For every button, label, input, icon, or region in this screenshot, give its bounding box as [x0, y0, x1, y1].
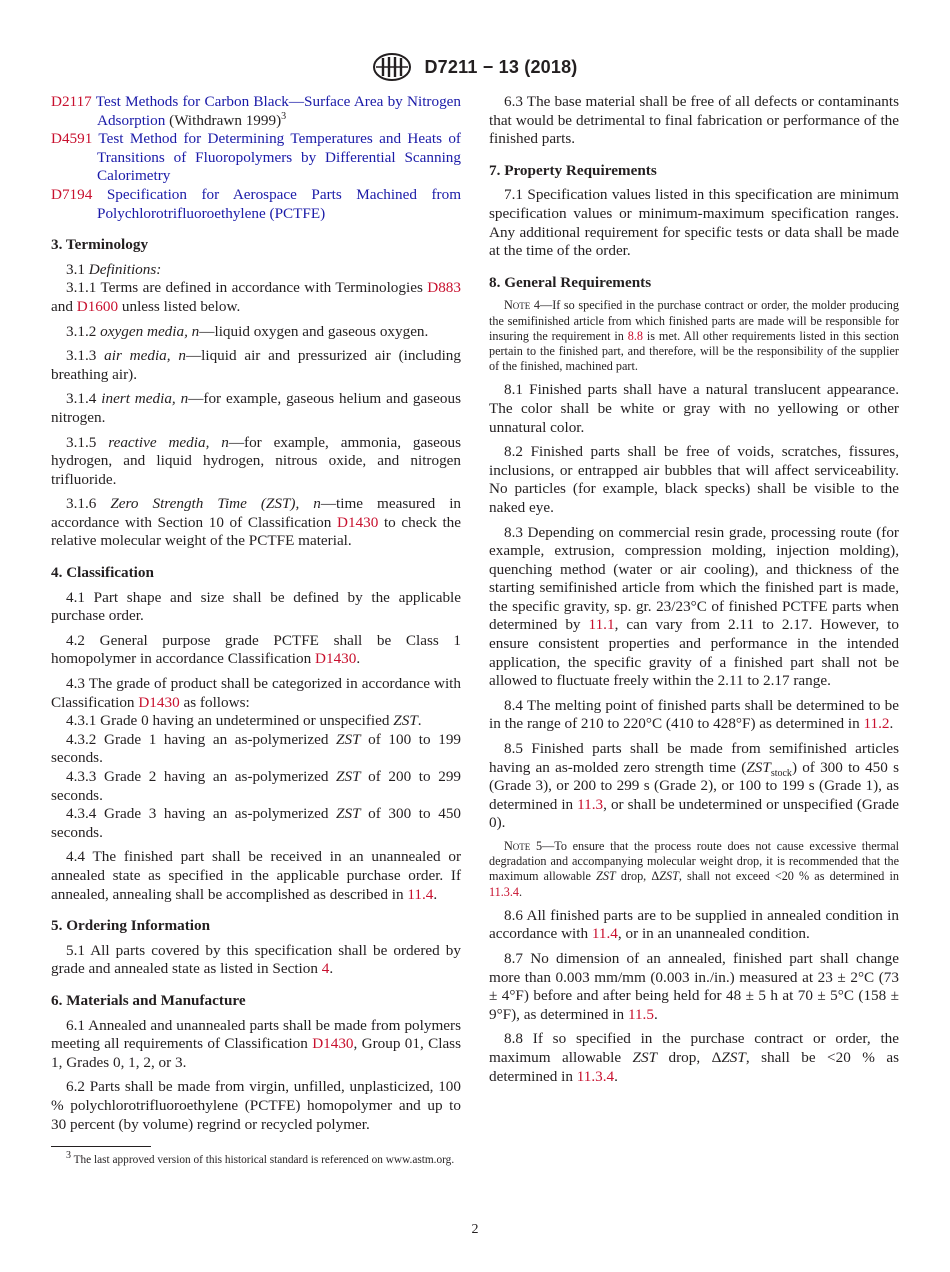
astm-logo-icon [372, 52, 412, 82]
section-heading-classification: 4. Classification [51, 564, 154, 582]
link-11-3-4[interactable]: 11.3.4 [489, 884, 520, 899]
note-4: Note 4—If so specified in the purchase contract or order, the molder producing the semifinished article from which finished parts are made will be responsible for insuring the requirement in 8.8 is met. All other requirements listed in this section pertain to the finished part, and therefore, will be the responsibility of the supplier of the finished, machined part. [489, 298, 899, 374]
link-11-4[interactable]: 11.4 [407, 885, 434, 903]
paragraph-4-2: 4.2 General purpose grade PCTFE shall be Class 1 homopolymer in accordance Classification D1430. [51, 631, 461, 668]
paragraph-5-1: 5.1 All parts covered by this specification shall be ordered by grade and annealed state as listed in Section 4. [51, 941, 461, 978]
link-8-8[interactable]: 8.8 [627, 328, 643, 343]
paragraph-7-1: 7.1 Specification values listed in this specification are minimum specification values or minimum-maximum specification ranges. Any additional requirement for specific tests or data shall be made at the time of the order. [489, 186, 899, 260]
paragraph-4-3-4: 4.3.4 Grade 3 having an as-polymerized ZST of 300 to 450 seconds. [51, 805, 462, 841]
section-heading-materials: 6. Materials and Manufacture [51, 991, 246, 1009]
footnote-3: $^3$ The last approved version of this historical standard is referenced on www.astm.org. [66, 1150, 455, 1167]
paragraph-3-1: 3.1 Definitions: [66, 260, 162, 278]
section-heading-terminology: 3. Terminology [51, 236, 149, 254]
paragraph-3-1-1: 3.1.1 Terms are defined in accordance with Terminologies D883 and D1600 unless listed below. [51, 279, 461, 315]
section-heading-property-requirements: 7. Property Requirements [489, 161, 657, 179]
paragraph-4-3-2: 4.3.2 Grade 1 having an as-polymerized ZST of 100 to 199 seconds. [51, 730, 462, 767]
reference-title-link[interactable]: Specification for Aerospace Parts Machined from Polychlorotrifluoroethylene (PCTFE) [97, 185, 462, 222]
paragraph-3-1-4: 3.1.4 inert media, n—for example, gaseous helium and gaseous nitrogen. [51, 390, 461, 426]
reference-d7194 [51, 186, 461, 223]
page-header [0, 52, 950, 86]
link-d1430[interactable]: D1430 [315, 650, 357, 668]
paragraph-3-1-2: 3.1.2 oxygen media, n—liquid oxygen and gaseous oxygen. [66, 322, 429, 340]
footnote-divider [51, 1146, 151, 1147]
paragraph-4-3-3: 4.3.3 Grade 2 having an as-polymerized ZST of 200 to 299 seconds. [51, 768, 462, 804]
link-section-4[interactable]: 4 [321, 960, 330, 978]
left-column [51, 93, 461, 1167]
link-11-3-4[interactable]: 11.3.4 [576, 1067, 615, 1085]
reference-title-link[interactable]: Test Method for Determining Temperatures and Heats of Transitions of Fluoropolymers by Differential Scanning Calorimetry [97, 130, 461, 185]
reference-d2117 [51, 93, 461, 130]
document-designation: D7211 − 13 (2018) [424, 56, 578, 77]
section-heading-ordering: 5. Ordering Information [51, 917, 211, 935]
paragraph-6-2: 6.2 Parts shall be made from virgin, unfilled, unplasticized, 100 % polychlorotrifluoroethylene (PCTFE) homopolymer and up to 30 percent (by volume) regrind or recycled polymer. [51, 1078, 461, 1133]
paragraph-8-3: 8.3 Depending on commercial resin grade, processing route (for example, extrusion, compression molding, injection molding), quenching method (water or air cooling), and thickness of the starting semifinished article from which the finished part is made, the specific gravity, sp. gr. 23/23°C of finished PCTFE parts when determined by 11.1, can vary from 2.11 to 2.17. However, to ensure consistent properties and performance in the intended application, the specific gravity of a finished part shall not be allowed to fluctuate freely within the 2.11 to 2.17 range. [489, 523, 899, 690]
paragraph-3-1-6: 3.1.6 Zero Strength Time (ZST), n—time measured in accordance with Section 10 of Classification D1430 to check the relative molecular weight of the PCTFE material. [51, 495, 462, 550]
reference-code-link[interactable]: D4591 [51, 130, 93, 148]
paragraph-3-1-3: 3.1.3 air media, n—liquid air and pressurized air (including breathing air). [51, 347, 461, 383]
note-5: Note 5—To ensure that the process route does not cause excessive thermal degradation and accompanying molecular weight drop, it is recommended that the maximum allowable ZST drop, ΔZST, shall not exceed <20 % as determined in 11.3.4. [489, 839, 900, 899]
paragraph-3-1-5: 3.1.5 reactive media, n—for example, ammonia, gaseous hydrogen, and liquid hydrogen, nitrous oxide, and nitrogen trifluoride. [51, 433, 461, 488]
paragraph-8-1: 8.1 Finished parts shall have a natural translucent appearance. The color shall be white or gray with no yellowing or other unnatural color. [489, 381, 899, 436]
link-d1600[interactable]: D1600 [76, 297, 119, 315]
reference-code-link[interactable]: D7194 [51, 185, 93, 203]
paragraph-8-7: 8.7 No dimension of an annealed, finished part shall change more than 0.003 mm/mm (0.003 in./in.) measured at 23 ± 2°C (73 ± 4°F) before and after being held for 48 ± 5 h at 70 ± 5°C (158 ± 9°F), as determined in 11.5. [489, 950, 899, 1023]
paragraph-8-4: 8.4 The melting point of finished parts shall be determined to be in the range of 210 to 220°C (410 to 428°F) as determined in 11.2. [489, 696, 899, 733]
reference-withdrawn: (Withdrawn 1999) [165, 111, 282, 129]
link-d883[interactable]: D883 [427, 279, 461, 297]
link-d1430[interactable]: D1430 [312, 1035, 354, 1053]
paragraph-8-8: 8.8 If so specified in the purchase contract or order, the maximum allowable ZST drop, ΔZST, shall be <20 % as determined in 11.3.4. [489, 1030, 900, 1085]
section-heading-general-requirements: 8. General Requirements [489, 273, 652, 291]
reference-code-link[interactable]: D2117 [51, 93, 92, 110]
paragraph-6-1: 6.1 Annealed and unannealed parts shall be made from polymers meeting all requirements of Classification D1430, Group 01, Class 1, Grades 0, 1, 2, or 3. [51, 1016, 462, 1071]
right-column [489, 93, 899, 1092]
paragraph-8-6: 8.6 All finished parts are to be supplied in annealed condition in accordance with 11.4, or in an unannealed condition. [489, 906, 899, 943]
paragraph-4-3: 4.3 The grade of product shall be categorized in accordance with Classification D1430 as follows: [51, 675, 461, 711]
reference-title-link[interactable]: Test Methods for Carbon Black—Surface Area by Nitrogen Adsorption [95, 93, 461, 129]
paragraph-4-4: 4.4 The finished part shall be received in an unannealed or annealed state as specified in the applicable purchase order. If annealed, annealing shall be accomplished as described in 11.4. [51, 848, 461, 903]
paragraph-8-5: 8.5 Finished parts shall be made from semifinished articles having an as-molded zero strength time $(ZST_{stock})$ of 300 to 450 s (Grade 3), or 200 to 299 s (Grade 2), or 100 to 199 s (Grade 1), as determined in 11.3, or shall be undetermined or unspecified (Grade 0). [489, 740, 899, 832]
paragraph-4-3-1: 4.3.1 Grade 0 having an undetermined or unspecified ZST. [66, 712, 422, 730]
link-11-2[interactable]: 11.2 [863, 715, 890, 733]
page-number: 2 [471, 1222, 479, 1237]
link-d1430[interactable]: D1430 [336, 513, 379, 531]
link-11-1[interactable]: 11.1 [588, 616, 615, 634]
footnote-mark: 3 [281, 110, 287, 122]
paragraph-8-2: 8.2 Finished parts shall be free of voids, scratches, fissures, inclusions, or entrapped air bubbles that will affect serviceability. No particles (for example, black specks) shall be visible to the naked eye. [489, 443, 899, 516]
link-11-5[interactable]: 11.5 [627, 1005, 654, 1023]
reference-d4591 [51, 130, 461, 186]
link-d1430[interactable]: D1430 [138, 693, 180, 711]
paragraph-6-3: 6.3 The base material shall be free of all defects or contaminants that would be detrimental to final fabrication or performance of the finished parts. [489, 93, 899, 148]
link-11-4[interactable]: 11.4 [591, 925, 618, 943]
link-11-3[interactable]: 11.3 [577, 795, 604, 813]
paragraph-4-1: 4.1 Part shape and size shall be defined by the applicable purchase order. [51, 588, 461, 625]
